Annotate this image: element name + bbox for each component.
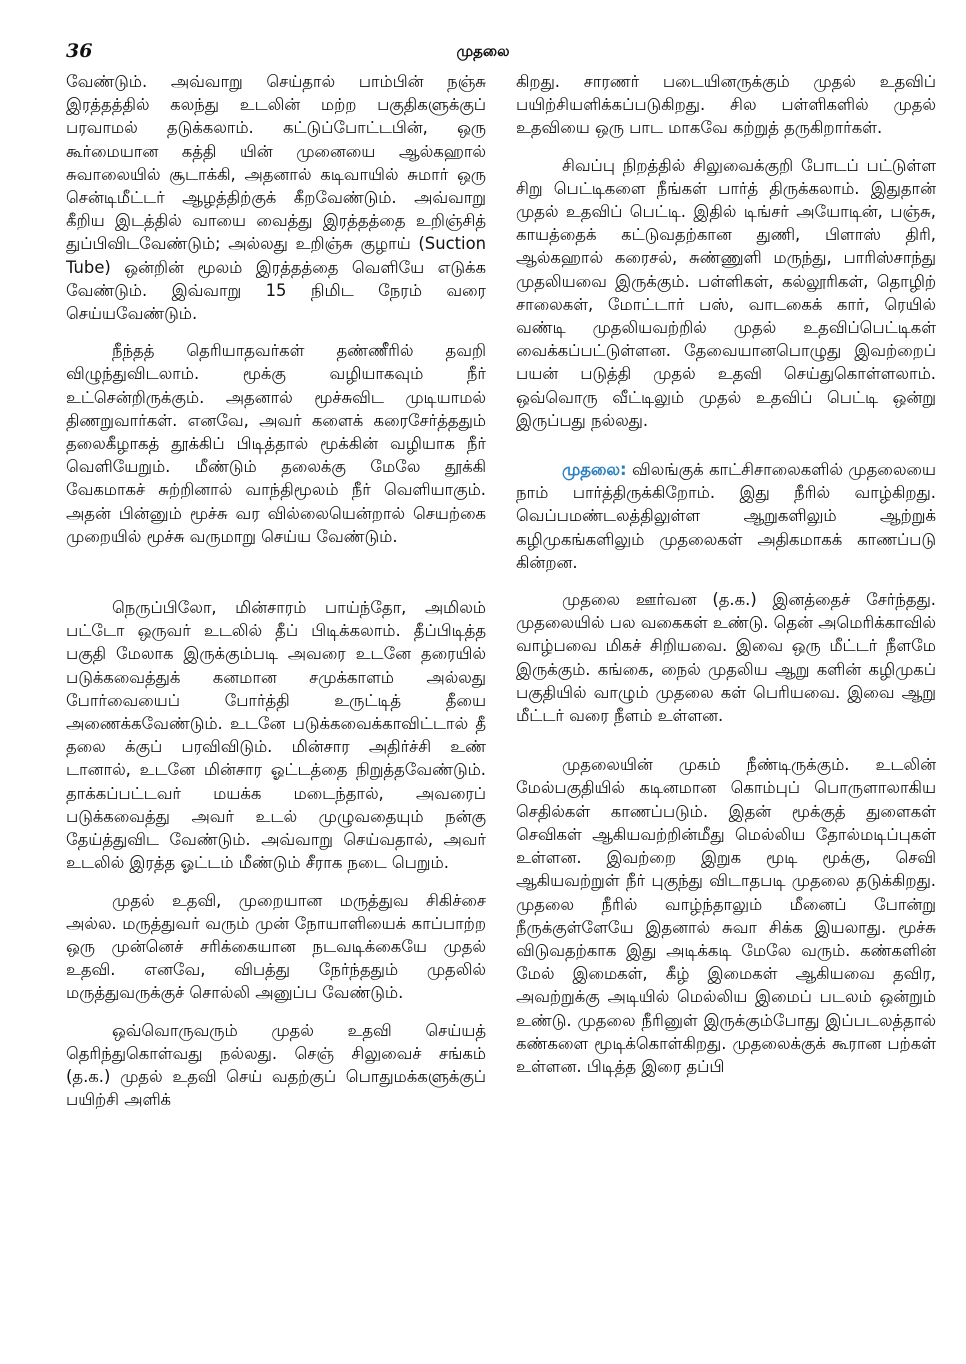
paragraph-gap (66, 1005, 486, 1019)
left-column (66, 70, 486, 1111)
paragraph-text: நீந்தத் தெரியாதவர்கள் தண்ணீரில் தவறி விழுந்துவிடலாம். மூக்கு வழியாகவும் நீர் உட்சென்றிருக்கும். அதனால் மூச்சுவிட முடியாமல் திணறுவார்கள். எனவே, அவர் களைக் கரைசேர்த்ததும் தலைகீழாகத் தூக்கிப் பிடித்தால் மூக்கின் வழியாக நீர் வெளியேறும். மீண்டும் தலைக்கு மேலே தூக்கி வேகமாகச் சுற்றினால் வாந்திமூலம் நீர் வெளியாகும். அதன் பின்னும் மூச்சு வர வில்லையென்றால் செயற்கை முறையில் மூச்சு வருமாறு செய்ய வேண்டும். (66, 341, 486, 546)
paragraph-text: கிறது. சாரணர் படையினருக்கும் முதல் உதவிப் பயிற்சியளிக்கப்படுகிறது. சில பள்ளிகளில் முதல் உதவியை ஒரு பாட மாகவே கற்றுத் தருகிறார்கள். (516, 72, 936, 138)
paragraph-text: சிவப்பு நிறத்தில் சிலுவைக்குறி போடப் பட்டுள்ள சிறு பெட்டிகளை நீங்கள் பார்த் திருக்கலாம். இதுதான் முதல் உதவிப் பெட்டி. இதில் டிங்சர் அயோடின், பஞ்சு, காயத்தைக் கட்டுவதற்கான துணி, பிளாஸ் திரி, ஆல்கஹால் கரைசல், சுண்ணுளி மருந்து, பாரிஸ்சாந்து முதலியவை இருக்கும். பள்ளிகள், கல்லூரிகள், தொழிற் சாலைகள், மோட்டார் பஸ், வாடகைக் கார், ரெயில் வண்டி முதலியவற்றில் முதல் உதவிப்பெட்டிகள் வைக்கப்பட்டுள்ளன. தேவையானபொழுது இவற்றைப் பயன் படுத்தி முதல் உதவி செய்துகொள்ளலாம். ஒவ்வொரு வீட்டிலும் முதல் உதவிப் பெட்டி ஒன்று இருப்பது நல்லது. (516, 155, 936, 430)
paragraph-gap (516, 432, 936, 458)
page-header (0, 40, 966, 66)
paragraph (66, 1019, 486, 1112)
paragraph (516, 458, 936, 574)
paragraph-text: ஒவ்வொருவரும் முதல் உதவி செய்யத் தெரிந்துகொள்வது நல்லது. செஞ் சிலுவைச் சங்கம் (த.க.) முதல் உதவி செய் வதற்குப் பொதுமக்களுக்குப் பயிற்சி அளிக் (66, 1020, 486, 1110)
running-title: முதலை (456, 42, 510, 60)
paragraph-gap (516, 574, 936, 588)
paragraph (516, 70, 936, 140)
paragraph (516, 154, 936, 432)
paragraph-text: விலங்குக் காட்சிசாலைகளில் முதலையை நாம் பார்த்திருக்கிறோம். இது நீரில் வாழ்கிறது. வெப்பமண்டலத்திலுள்ள ஆறுகளிலும் ஆற்றுக் கழிமுகங்களிலும் முதலைகள் அதிகமாகக் காணப்படு கின்றன. (516, 460, 936, 572)
page-number: 36 (66, 40, 93, 62)
paragraph-text: நெருப்பிலோ, மின்சாரம் பாய்ந்தோ, அமிலம் பட்டோ ஒருவர் உடலில் தீப் பிடிக்கலாம். தீப்பிடித்த பகுதி மேலாக இருக்கும்படி அவரை உடனே தரையில் படுக்கவைத்துக் கனமான சமுக்காளம் அல்லது போர்வையைப் போர்த்தி உருட்டித் தீயை அணைக்கவேண்டும். உடனே படுக்கவைக்காவிட்டால் தீ தலை க்குப் பரவிவிடும். மின்சார அதிர்ச்சி உண் டானால், உடனே மின்சார ஓட்டத்தை நிறுத்தவேண்டும். தாக்கப்பட்டவர் மயக்க மடைந்தால், அவரைப் படுக்கவைத்து அவர் உடல் முழுவதையும் நன்கு தேய்த்துவிட வேண்டும். அவ்வாறு செய்வதால், அவர் உடலில் இரத்த ஓட்டம் மீண்டும் சீராக நடை பெறும். (66, 598, 486, 873)
paragraph (66, 339, 486, 548)
paragraph-gap (516, 727, 936, 753)
paragraph-text: முதல் உதவி, முறையான மருத்துவ சிகிச்சை அல்ல. மருத்துவர் வரும் முன் நோயாளியைக் காப்பாற்ற ஒரு முன்னெச் சரிக்கையான நடவடிக்கையே முதல் உதவி. எனவே, விபத்து நேர்ந்ததும் முதலில் மருத்துவருக்குச் சொல்லி அனுப்ப வேண்டும். (66, 890, 486, 1003)
paragraph (66, 70, 486, 325)
paragraph (66, 596, 486, 874)
paragraph-gap (516, 140, 936, 154)
paragraph (516, 753, 936, 1078)
paragraph-text: வேண்டும். அவ்வாறு செய்தால் பாம்பின் நஞ்சு இரத்தத்தில் கலந்து உடலின் மற்ற பகுதிகளுக்குப் பரவாமல் தடுக்கலாம். கட்டுப்போட்டபின், ஒரு கூர்மையான கத்தி யின் முனையை ஆல்கஹால் சுவாலையில் சூடாக்கி, அதனால் கடிவாயில் சுமார் ஒரு சென்டிமீட்டர் ஆழத்திற்குக் கீறவேண்டும். அவ்வாறு கீறிய இடத்தில் வாயை வைத்து இரத்தத்தை உறிஞ்சித் துப்பிவிடவேண்டும்; அல்லது உறிஞ்சு குழாய் (Suction Tube) ஒன்றின் மூலம் இரத்தத்தை வெளியே எடுக்க வேண்டும். இவ்வாறு 15 நிமிட நேரம் வரை செய்யவேண்டும். (66, 72, 486, 324)
paragraph-gap (66, 875, 486, 889)
paragraph-text: முதலையின் முகம் நீண்டிருக்கும். உடலின் மேல்பகுதியில் கடினமான கொம்புப் பொருளாலாகிய செதில்கள் காணப்படும். இதன் மூக்குத் துளைகள் செவிகள் ஆகியவற்றின்மீது மெல்லிய தோல்மடிப்புகள் உள்ளன. இவற்றை இறுக மூடி மூக்கு, செவி ஆகியவற்றுள் நீர் புகுந்து விடாதபடி முதலை தடுக்கிறது. முதலை நீரில் வாழ்ந்தாலும் மீனைப் போன்று நீருக்குள்ளேயே இதனால் சுவா சிக்க இயலாது. மூச்சு விடுவதற்காக இது அடிக்கடி மேலே வரும். கண்களின் மேல் இமைகள், கீழ் இமைகள் ஆகியவை தவிர, அவற்றுக்கு அடியில் மெல்லிய இமைப் படலம் ஒன்றும் உண்டு. முதலை நீரினுள் இருக்கும்போது இப்படலத்தால் கண்களை மூடிக்கொள்கிறது. முதலைக்குக் கூரான பற்கள் உள்ளன. பிடித்த இரை தப்பி (516, 755, 936, 1076)
paragraph (516, 588, 936, 727)
entry-headword: முதலை: (562, 460, 627, 480)
paragraph-gap (66, 325, 486, 339)
paragraph (66, 889, 486, 1005)
right-column (516, 70, 936, 1078)
paragraph-text: முதலை ஊர்வன (த.க.) இனத்தைச் சேர்ந்தது. முதலையில் பல வகைகள் உண்டு. தென் அமெரிக்காவில் வாழ்பவை மிகச் சிறியவை. இவை ஒரு மீட்டர் நீளமே இருக்கும். கங்கை, நைல் முதலிய ஆறு களின் கழிமுகப் பகுதியில் வாழும் முதலை கள் பெரியவை. இவை ஆறு மீட்டர் வரை நீளம் உள்ளன. (516, 590, 937, 726)
paragraph-gap (66, 548, 486, 596)
